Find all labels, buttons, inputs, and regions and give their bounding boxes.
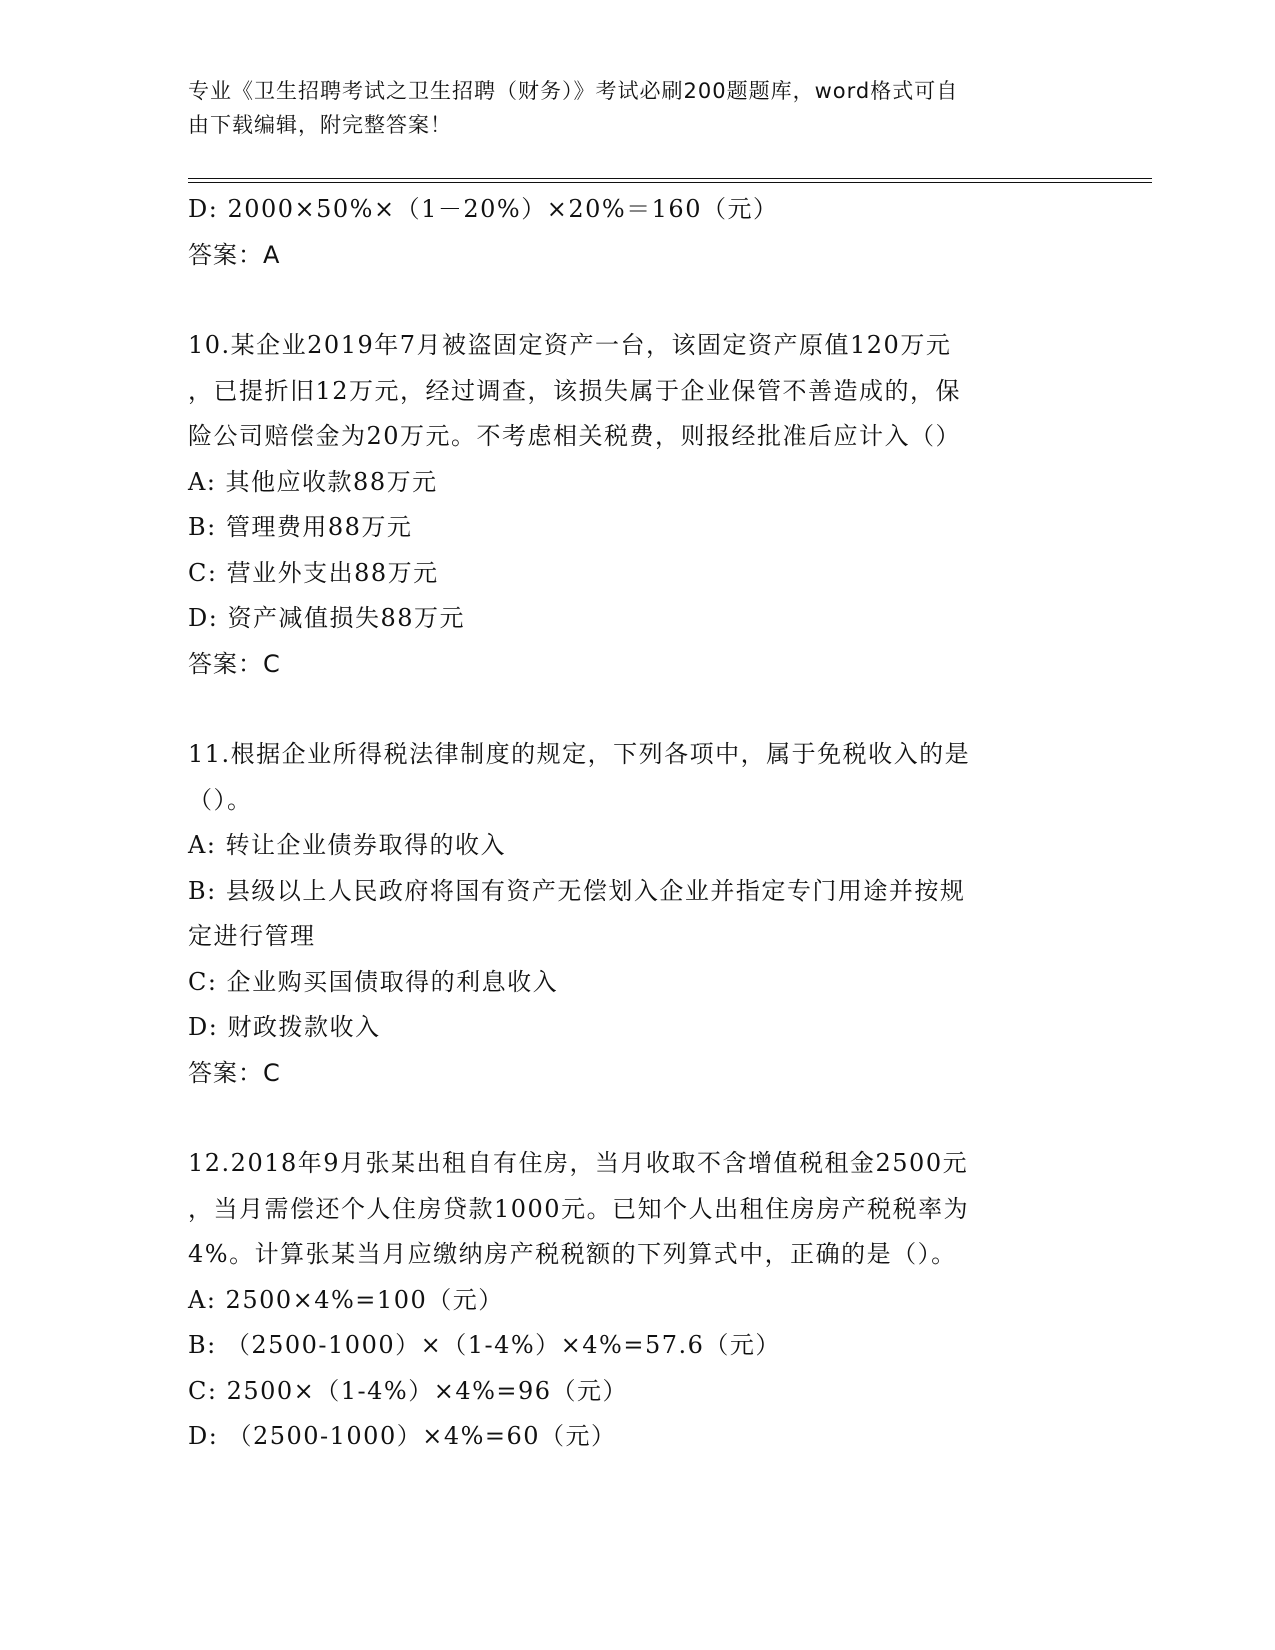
option-a: A: 其他应收款88万元 (188, 467, 438, 496)
question-stem-line: （）。 (188, 785, 253, 814)
spacer (188, 687, 1088, 732)
option-a: A: 2500×4%=100（元） (188, 1285, 504, 1314)
header-divider (188, 178, 1152, 183)
option-c: C: 营业外支出88万元 (188, 558, 439, 587)
header-line-2: 由下载编辑，附完整答案！ (188, 113, 452, 137)
option-b: B: （2500-1000）×（1-4%）×4%=57.6（元） (188, 1331, 781, 1359)
option-b-continued: 定进行管理 (188, 922, 316, 950)
option-c: C: 企业购买国债取得的利息收入 (188, 967, 559, 996)
header-line-1: 专业《卫生招聘考试之卫生招聘（财务）》考试必刷200题题库，word格式可自 (188, 79, 959, 103)
option-d: D: 2000×50%×（1－20%）×20%＝160（元） (188, 195, 779, 223)
answer-line: 答案：A (188, 240, 281, 269)
option-d: D: 资产减值损失88万元 (188, 604, 465, 632)
page-header (188, 74, 1068, 142)
option-c: C: 2500×（1-4%）×4%=96（元） (188, 1376, 629, 1405)
question-stem-line: 4%。计算张某当月应缴纳房产税税额的下列算式中，正确的是（）。 (188, 1240, 957, 1268)
answer-line: 答案：C (188, 1058, 281, 1087)
question-stem-line: 12.2018年9月张某出租自有住房，当月收取不含增值税租金2500元 (188, 1149, 969, 1177)
question-stem-line: 险公司赔偿金为20万元。不考虑相关税费，则报经批准后应计入（） (188, 422, 962, 450)
question-12 (188, 1141, 1088, 1460)
question-stem-line: 11.根据企业所得税法律制度的规定，下列各项中，属于免税收入的是 (188, 740, 971, 768)
question-stem-line: ，当月需偿还个人住房贷款1000元。已知个人出租住房房产税税率为 (188, 1194, 970, 1223)
question-11 (188, 732, 1088, 1096)
option-b: B: 县级以上人民政府将国有资产无偿划入企业并指定专门用途并按规 (188, 876, 966, 905)
spacer (188, 1096, 1088, 1141)
answer-line: 答案：C (188, 649, 281, 678)
question-stem-line: 10.某企业2019年7月被盗固定资产一台，该固定资产原值120万元 (188, 331, 952, 359)
option-d: D: 财政拨款收入 (188, 1013, 381, 1041)
spacer (188, 278, 1088, 323)
option-b: B: 管理费用88万元 (188, 513, 413, 541)
document-body (188, 187, 1088, 1460)
option-d: D: （2500-1000）×4%=60（元） (188, 1422, 617, 1450)
question-stem-line: ，已提折旧12万元，经过调查，该损失属于企业保管不善造成的，保 (188, 376, 962, 405)
previous-question-tail (188, 187, 1088, 278)
question-10 (188, 323, 1088, 687)
option-a: A: 转让企业债券取得的收入 (188, 831, 507, 859)
